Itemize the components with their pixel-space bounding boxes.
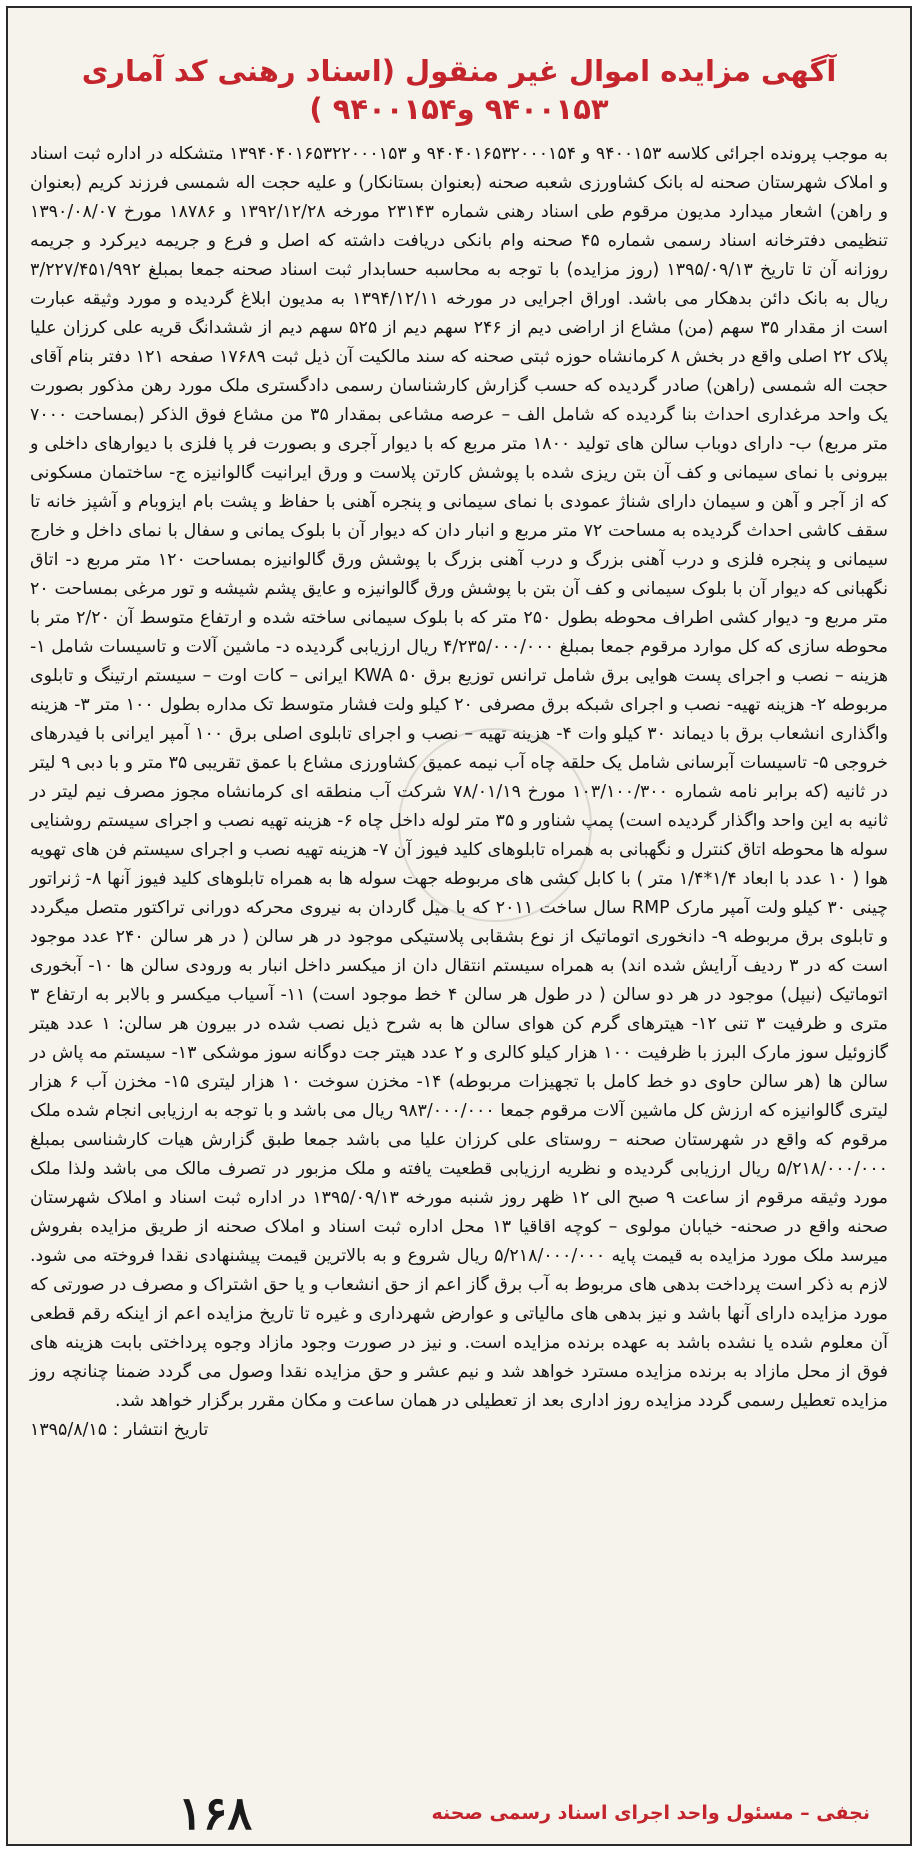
- signature-line: نجفی – مسئول واحد اجرای اسناد رسمی صحنه: [431, 1802, 870, 1824]
- faded-stamp: [398, 728, 592, 922]
- notice-title: [38, 52, 880, 128]
- publish-date: تاریخ انتشار : ۱۳۹۵/۸/۱۵: [30, 1420, 209, 1440]
- title-line-1: آگهی مزایده اموال غیر منقول (اسناد رهنی کد آماری: [81, 54, 837, 88]
- auction-notice: [6, 6, 912, 1846]
- notice-body-paragraph: به موجب پرونده اجرائی کلاسه ۹۴۰۰۱۵۳ و ۹۴۰۴۰۱۶۵۳۲۰۰۰۱۵۴ و ۱۳۹۴۰۴۰۱۶۵۳۲۲۰۰۰۱۵۳ متشکله در اداره ثبت اسناد و املاک شهرستان صحنه له بانک کشاورزی شعبه صحنه (بعنوان بستانکار) و علیه حجت اله شمسی فرزند کریم (بعنوان و راهن) اشعار میدارد مدیون مرقوم طی اسناد رهنی شماره ۲۳۱۴۳ مورخه ۱۳۹۲/۱۲/۲۸ و ۱۸۷۸۶ مورخ ۱۳۹۰/۰۸/۰۷ تنظیمی دفترخانه اسناد رسمی شماره ۴۵ صحنه وام بانکی دریافت داشته که اصل و فرع و جریمه دیرکرد و جریمه روزانه آن تا تاریخ ۱۳۹۵/۰۹/۱۳ (روز مزایده) با توجه به محاسبه حسابدار ثبت اسناد صحنه جمعا بمبلغ ۳/۲۲۷/۴۵۱/۹۹۲ ریال به بانک دائن بدهکار می باشد. اوراق اجرایی در مورخه ۱۳۹۴/۱۲/۱۱ به مدیون ابلاغ گردیده و مورد وثیقه عبارت است از مقدار ۳۵ سهم (من) مشاع از اراضی دیم از ۲۴۶ سهم دیم از ۵۲۵ سهم دیم از ششدانگ قریه علی کرزان علیا پلاک ۲۲ اصلی واقع در بخش ۸ کرمانشاه حوزه ثبتی صحنه که سند مالکیت آن ذیل ثبت ۱۷۶۸۹ صفحه ۱۲۱ دفتر بنام آقای حجت اله شمسی (راهن) صادر گردیده که حسب گزارش کارشناسان رسمی دادگستری ملک مورد رهن مذکور بصورت یک واحد مرغداری احداث بنا گردیده که شامل الف – عرصه مشاعی بمقدار ۳۵ من مشاع فوق الذکر (بمساحت ۷۰۰۰ متر مربع) ب- دارای دوباب سالن های تولید ۱۸۰۰ متر مربع که با دیوار آجری و بصورت فر پا فلزی با دیوارهای داخلی و بیرونی با نمای سیمانی و کف آن بتن ریزی شده با پوشش کارتن پلاست و ورق ایرانیت گالوانیزه ج- ساختمان مسکونی که از آجر و آهن و سیمان دارای شناژ عمودی با نمای سیمانی و پنجره آهنی با حفاظ و پشت بام ایزوبام و آشپز خانه تا سقف کاشی احداث گردیده به مساحت ۷۲ متر مربع و انبار دان که دیوار آن با بلوک یمانی و سفال با نمای داخل و خارج سیمانی و پنجره فلزی و درب آهنی بزرگ و درب آهنی بزرگ با پوشش ورق گالوانیزه بمساحت ۱۲۰ متر مربع د- اتاق نگهبانی که دیوار آن با بلوک سیمانی و کف آن بتن با پوشش ورق گالوانیزه و عایق پشم شیشه و تور مرغی بمساحت ۲۰ متر مربع و- دیوار کشی اطراف محوطه بطول ۲۵۰ متر که با بلوک سیمانی ساخته شده و ارتفاع متوسط آن ۲/۲۰ متر با محوطه سازی که کل موارد مرقوم جمعا بمبلغ ۴/۲۳۵/۰۰۰/۰۰۰ ریال ارزیابی گردیده د- ماشین آلات و تاسیسات شامل ۱- هزینه – نصب و اجرای پست هوایی برق شامل ترانس توزیع برق ۵۰ KWA ایرانی – کات اوت – سیستم ارتینگ و تابلوی مربوطه ۲- هزینه تهیه- نصب و اجرای شبکه برق مصرفی ۲۰ کیلو ولت فشار متوسط تک مداره بطول ۱۰۰ متر ۳- هزینه واگذاری انشعاب برق با دیماند ۳۰ کیلو وات ۴- هزینه تهیه – نصب و اجرای تابلوی اصلی برق ۱۰۰ آمپر ایرانی با فیدرهای خروجی ۵- تاسیسات آبرسانی شامل یک حلقه چاه آب نیمه عمیق کشاورزی مشاع با عمق تقریبی ۳۵ متر و با دبی ۹ لیتر در ثانیه (که برابر نامه شماره ۱۰۳/۱۰۰/۳۰۰ مورخ ۷۸/۰۱/۱۹ شرکت آب منطقه ای کرمانشاه مجوز مصرف نیم لیتر در ثانیه به این واحد واگذار گردیده است) پمپ شناور و ۳۵ متر لوله داخل چاه ۶- هزینه تهیه نصب و اجرای سیستم روشنایی سوله ها محوطه اتاق کنترل و نگهبانی به همراه تابلوهای کلید فیوز آن ۷- هزینه تهیه نصب و اجرای سیستم فن های تهویه هوا ( ۱۰ عدد با ابعاد ۱/۴*۱/۴ متر ) با کابل کشی های مربوطه جهت سوله ها به همراه تابلوهای کلید فیوز آنها ۸- ژنراتور چینی ۳۰ کیلو ولت آمپر مارک RMP سال ساخت ۲۰۱۱ که با میل گاردان به نیروی محرکه دورانی تراکتور متصل میگردد و تابلوی برق مربوطه ۹- دانخوری اتوماتیک از نوع بشقابی پلاستیکی موجود در هر سالن ( در هر سالن ۲۴۰ عدد موجود است که در ۳ ردیف آرایش شده اند) به همراه سیستم انتقال دان از میکسر داخل انبار به ورودی سالن ها ۱۰- آبخوری اتوماتیک (نیپل) موجود در هر دو سالن ( در طول هر سالن ۴ خط موجود است) ۱۱- آسیاب میکسر و بالابر به ارتفاع ۳ متری و ظرفیت ۳ تنی ۱۲- هیترهای گرم کن هوای سالن ها به شرح ذیل نصب شده در بیرون هر سالن: ۱ عدد هیتر گازوئیل سوز مارک البرز با ظرفیت ۱۰۰ هزار کیلو کالری و ۲ عدد هیتر جت دوگانه سوز موشکی ۱۳- سیستم مه پاش در سالن ها (هر سالن حاوی دو خط کامل با تجهیزات مربوطه) ۱۴- مخزن سوخت ۱۰ هزار لیتری ۱۵- مخزن آب ۶ هزار لیتری گالوانیزه که ارزش کل ماشین آلات مرقوم جمعا ۹۸۳/۰۰۰/۰۰۰ ریال می باشد و با توجه به ارزیابی انجام شده ملک مرقوم که واقع در شهرستان صحنه – روستای علی کرزان علیا می باشد جمعا طبق گزارش هیات کارشناسی بمبلغ ۵/۲۱۸/۰۰۰/۰۰۰ ریال ارزیابی گردیده و نظریه ارزیابی قطعیت یافته و ملک مزبور در تصرف مالک می باشد ولذا ملک مورد وثیقه مرقوم از ساعت ۹ صبح الی ۱۲ ظهر روز شنبه مورخه ۱۳۹۵/۰۹/۱۳ در اداره ثبت اسناد و املاک شهرستان صحنه واقع در صحنه- خیابان مولوی – کوچه اقاقیا ۱۳ محل اداره ثبت اسناد و املاک صحنه از طریق مزایده بفروش میرسد ملک مورد مزایده به قیمت پایه ۵/۲۱۸/۰۰۰/۰۰۰ ریال شروع و به بالاترین قیمت پیشنهادی نقدا فروخته می شود. لازم به ذکر است پرداخت بدهی های مربوط به آب برق گاز اعم از حق انشعاب و یا حق اشتراک و مصرف در صورتی که مورد مزایده دارای آنها باشد و نیز بدهی های مالیاتی و عوارض شهرداری و غیره تا تاریخ مزایده اعم از اینکه رقم قطعی آن معلوم شده یا نشده باشد به عهده برنده مزایده است. و نیز در صورت وجود مازاد وجوه پرداختی بابت هزینه های فوق از محل مازاد به برنده مزایده مسترد خواهد شد و نیم عشر و حق مزایده نقدا وصول می گردد ضمنا چنانچه روز مزایده تعطیل رسمی گردد مزایده روز اداری بعد از تعطیلی در همان ساعت و مکان مقرر برگزار خواهد شد.: [30, 144, 889, 1411]
- handwritten-page-number: ۱۶۸: [178, 1786, 253, 1840]
- title-line-2: ۹۴۰۰۱۵۳ و۹۴۰۰۱۵۴ ): [309, 92, 609, 126]
